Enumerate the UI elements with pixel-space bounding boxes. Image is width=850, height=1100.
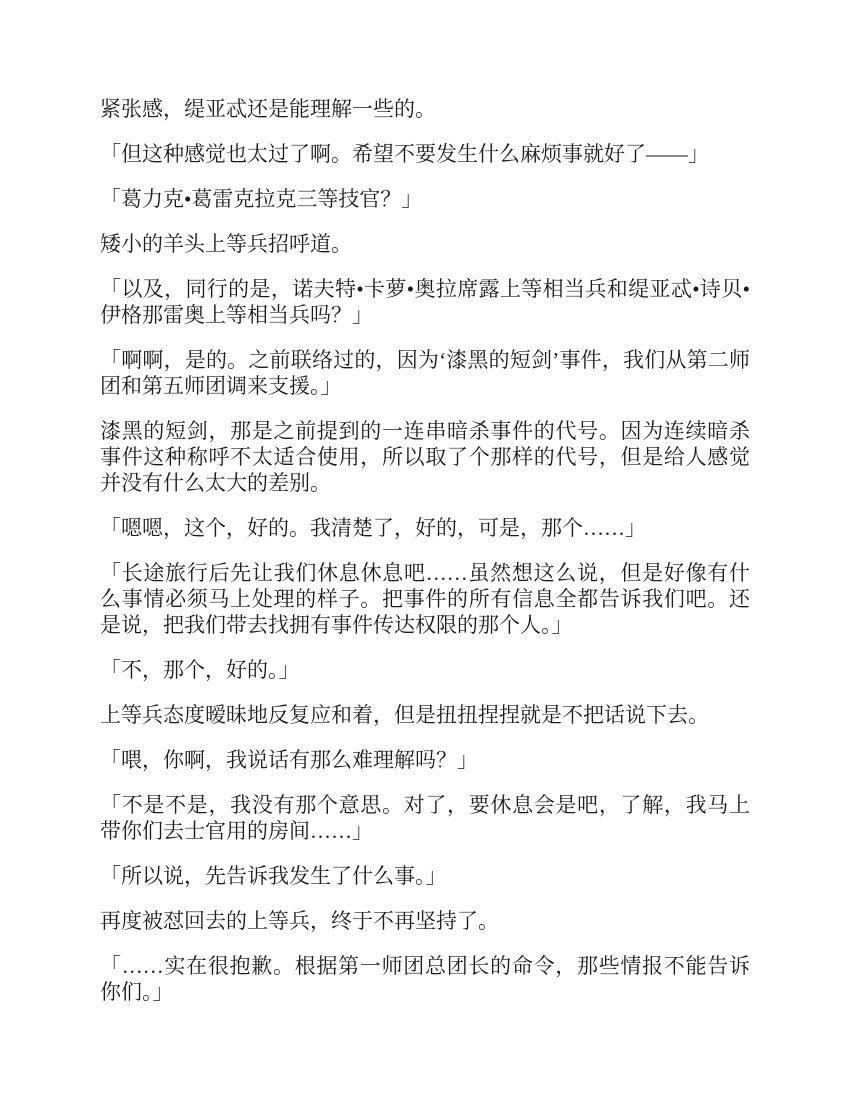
paragraph: 「不，那个，好的。」	[100, 658, 300, 682]
paragraph: 「不是不是，我没有那个意思。对了，要休息会是吧，了解，我马上带你们去士官用的房间……」	[100, 793, 750, 843]
paragraph: 「嗯嗯，这个，好的。我清楚了，好的，可是，那个……」	[100, 516, 646, 540]
paragraph: 矮小的羊头上等兵招呼道。	[100, 232, 352, 256]
paragraph: 紧张感，缇亚忒还是能理解一些的。	[100, 97, 436, 121]
paragraph: 「但这种感觉也太过了啊。希望不要发生什么麻烦事就好了——」	[100, 142, 709, 166]
paragraph: 「以及，同行的是，诺夫特•卡萝•奥拉席露上等相当兵和缇亚忒•诗贝•伊格那雷奥上等相当兵吗？」	[100, 277, 750, 327]
paragraph: 「所以说，先告诉我发生了什么事。」	[100, 864, 447, 888]
paragraph: 「……实在很抱歉。根据第一师团总团长的命令，那些情报不能告诉你们。」	[100, 954, 750, 1004]
paragraph: 再度被怼回去的上等兵，终于不再坚持了。	[100, 909, 499, 933]
paragraph: 「啊啊，是的。之前联络过的，因为‘漆黑的短剑’事件，我们从第二师团和第五师团调来支援。」	[100, 348, 750, 398]
paragraph: 漆黑的短剑，那是之前提到的一连串暗杀事件的代号。因为连续暗杀事件这种称呼不太适合使用，所以取了个那样的代号，但是给人感觉并没有什么太大的差别。	[100, 419, 750, 495]
paragraph: 上等兵态度暧昧地反复应和着，但是扭扭捏捏就是不把话说下去。	[100, 703, 709, 727]
paragraph: 「喂，你啊，我说话有那么难理解吗？」	[100, 748, 478, 772]
paragraph: 「长途旅行后先让我们休息休息吧……虽然想这么说，但是好像有什么事情必须马上处理的样子。把事件的所有信息全都告诉我们吧。还是说，把我们带去找拥有事件传达权限的那个人。」	[100, 561, 750, 637]
paragraph: 「葛力克•葛雷克拉克三等技官？」	[100, 187, 423, 211]
